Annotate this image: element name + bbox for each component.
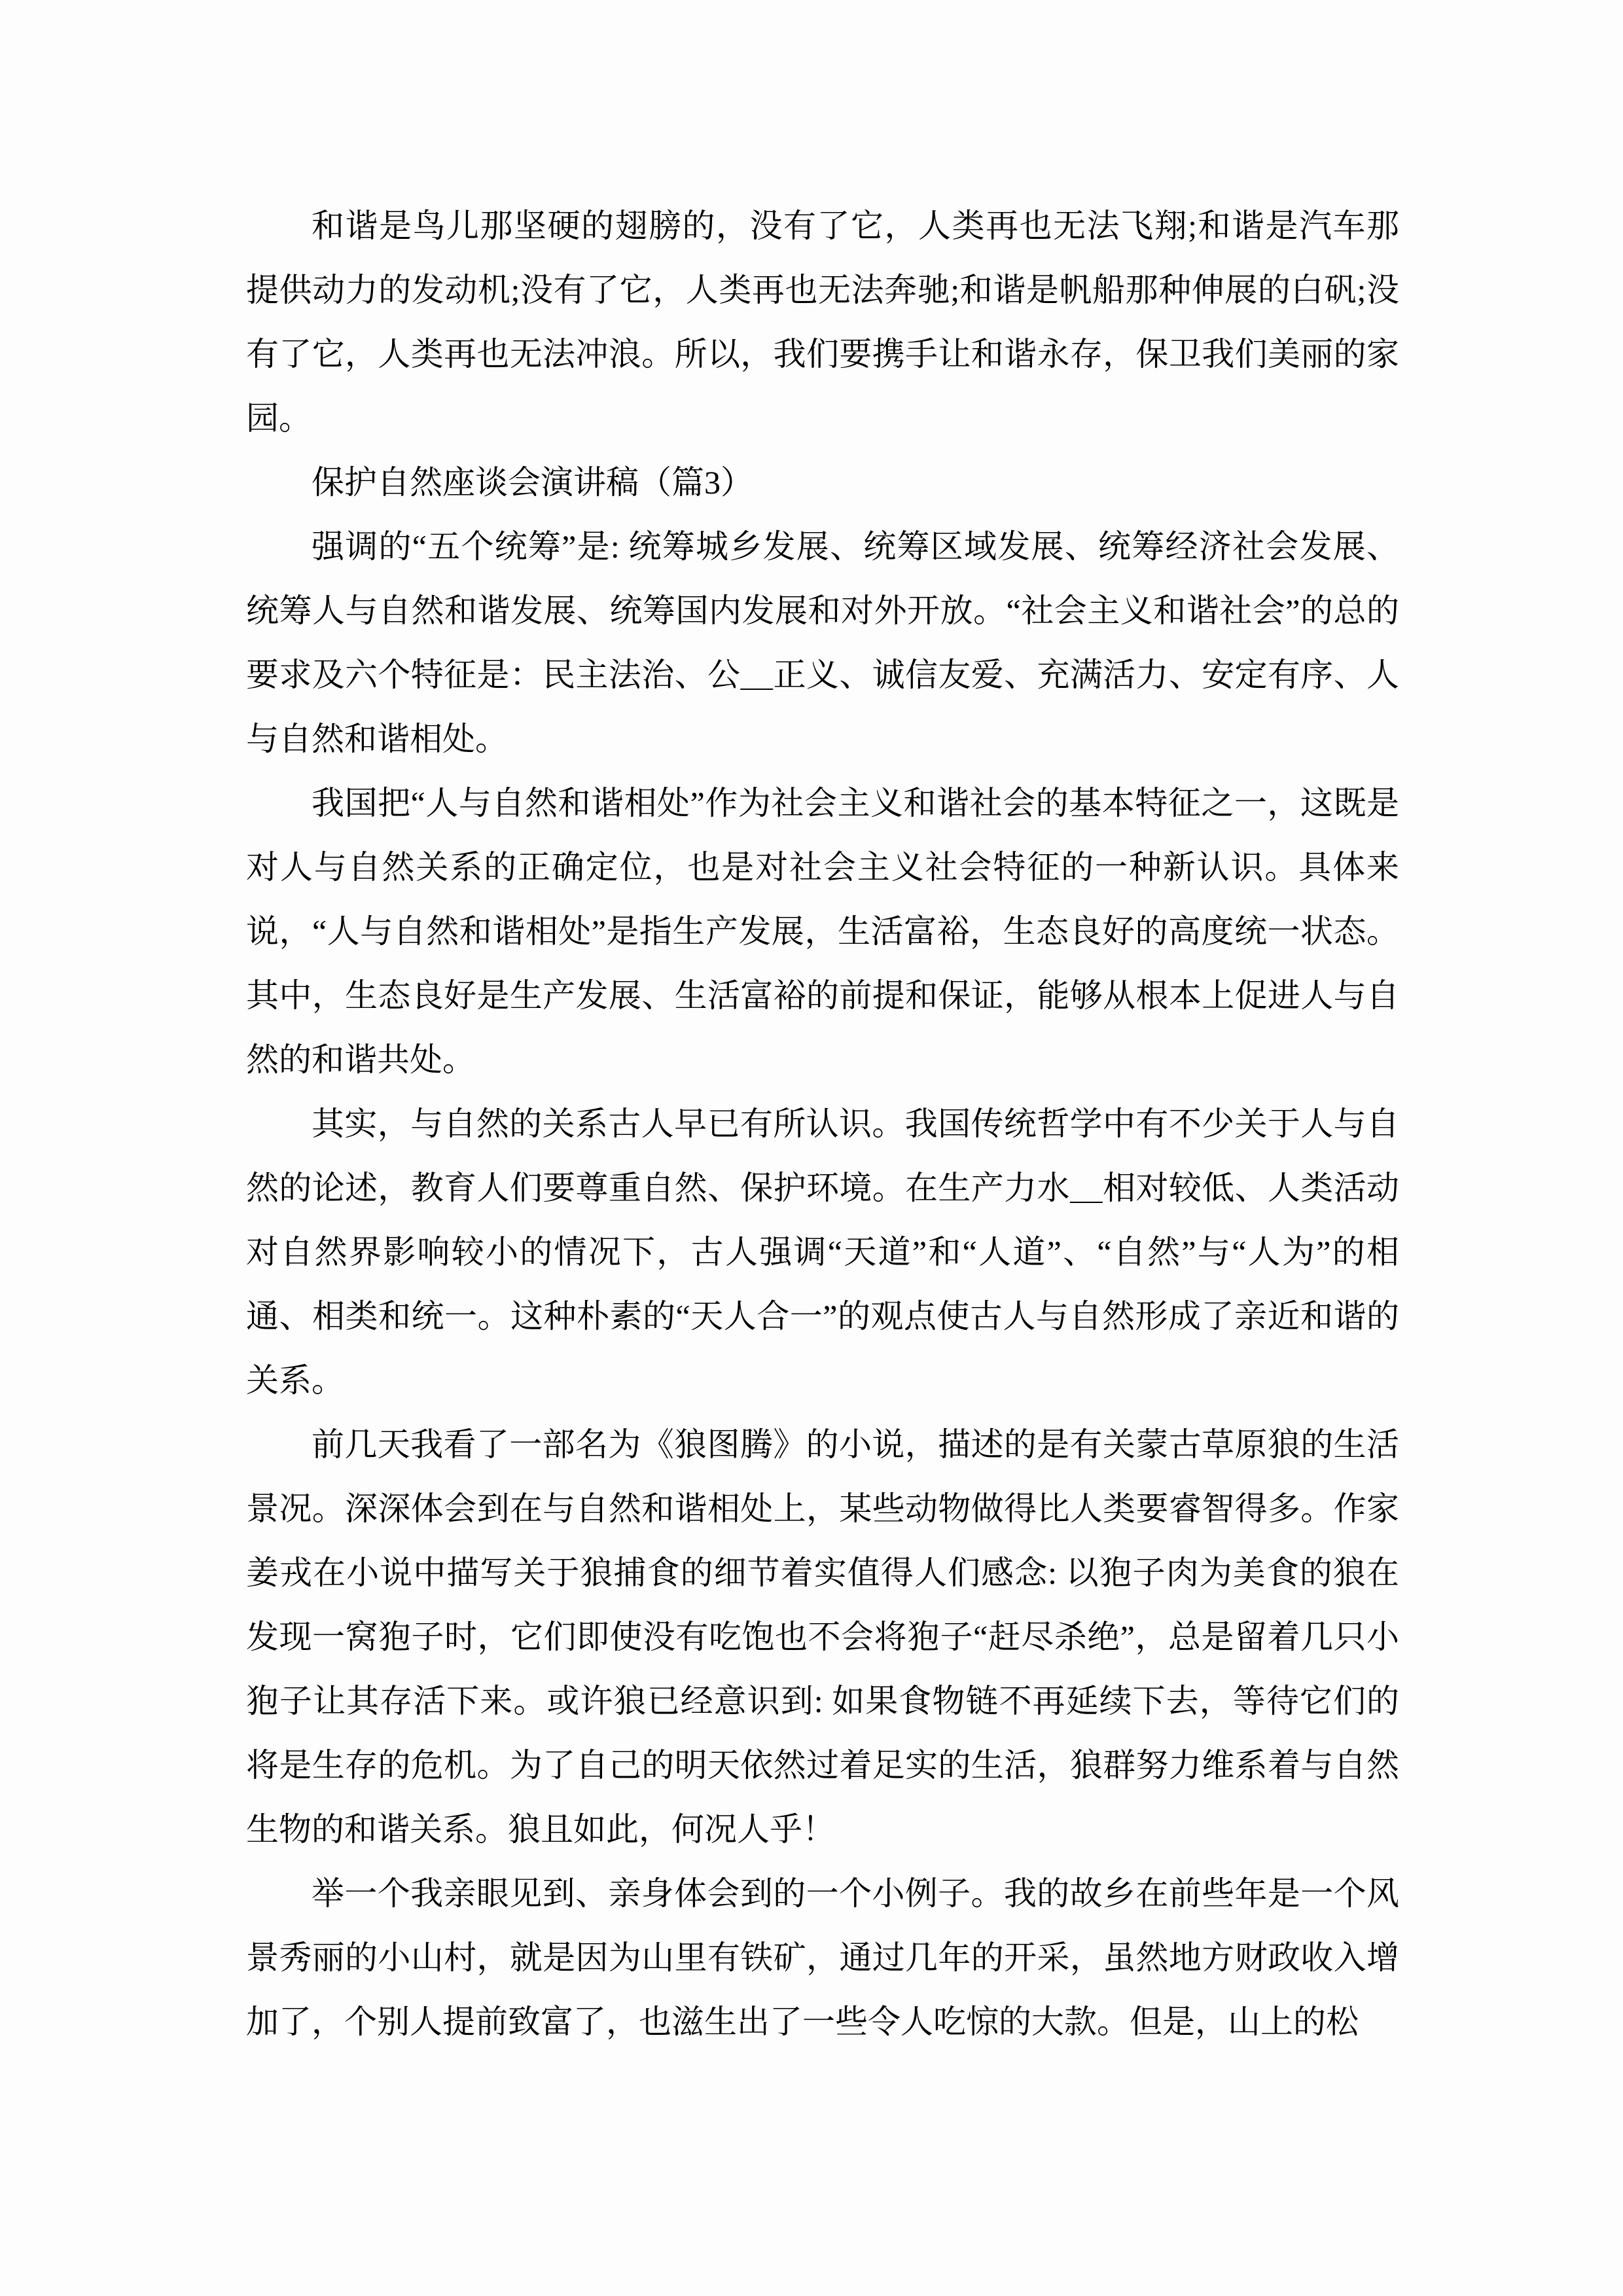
body-paragraph: 举一个我亲眼见到、亲身体会到的一个小例子。我的故乡在前些年是一个风景秀丽的小山村，就是因为山里有铁矿，通过几年的开采，虽然地方财政收入增加了，个别人提前致富了，也滋生出了一些令人吃惊的大款。但是，山上的松 <box>246 1875 1399 2040</box>
body-paragraph: 强调的“五个统筹”是: 统筹城乡发展、统筹区域发展、统筹经济社会发展、统筹人与自然和谐发展、统筹国内发展和对外开放。“社会主义和谐社会”的总的要求及六个特征是：民主法治、公＿正义、诚信友爱、充满活力、安定有序、人与自然和谐相处。 <box>246 528 1399 757</box>
document-body <box>246 194 1399 2054</box>
body-paragraph: 前几天我看了一部名为《狼图腾》的小说，描述的是有关蒙古草原狼的生活景况。深深体会到在与自然和谐相处上，某些动物做得比人类要睿智得多。作家姜戎在小说中描写关于狼捕食的细节着实值得人们感念: 以狍子肉为美食的狼在发现一窝狍子时，它们即使没有吃饱也不会将狍子“赶尽杀绝”，总是留着几只小狍子让其存活下来。或许狼已经意识到: 如果食物链不再延续下去，等待它们的将是生存的危机。为了自己的明天依然过着足实的生活，狼群努力维系着与自然生物的和谐关系。狼且如此，何况人乎！ <box>246 1426 1399 1848</box>
body-paragraph: 我国把“人与自然和谐相处”作为社会主义和谐社会的基本特征之一，这既是对人与自然关系的正确定位，也是对社会主义社会特征的一种新认识。具体来说，“人与自然和谐相处”是指生产发展，生活富裕，生态良好的高度统一状态。其中，生态良好是生产发展、生活富裕的前提和保证，能够从根本上促进人与自然的和谐共处。 <box>246 785 1399 1078</box>
body-paragraph: 和谐是鸟儿那坚硬的翅膀的，没有了它，人类再也无法飞翔;和谐是汽车那提供动力的发动机;没有了它，人类再也无法奔驰;和谐是帆船那种伸展的白矾;没有了它，人类再也无法冲浪。所以，我们要携手让和谐永存，保卫我们美丽的家园。 <box>246 207 1399 437</box>
section-heading: 保护自然座谈会演讲稿（篇3） <box>312 464 753 501</box>
body-paragraph: 其实，与自然的关系古人早已有所认识。我国传统哲学中有不少关于人与自然的论述，教育人们要尊重自然、保护环境。在生产力水＿相对较低、人类活动对自然界影响较小的情况下，古人强调“天道”和“人道”、“自然”与“人为”的相通、相类和统一。这种朴素的“天人合一”的观点使古人与自然形成了亲近和谐的关系。 <box>246 1105 1399 1399</box>
